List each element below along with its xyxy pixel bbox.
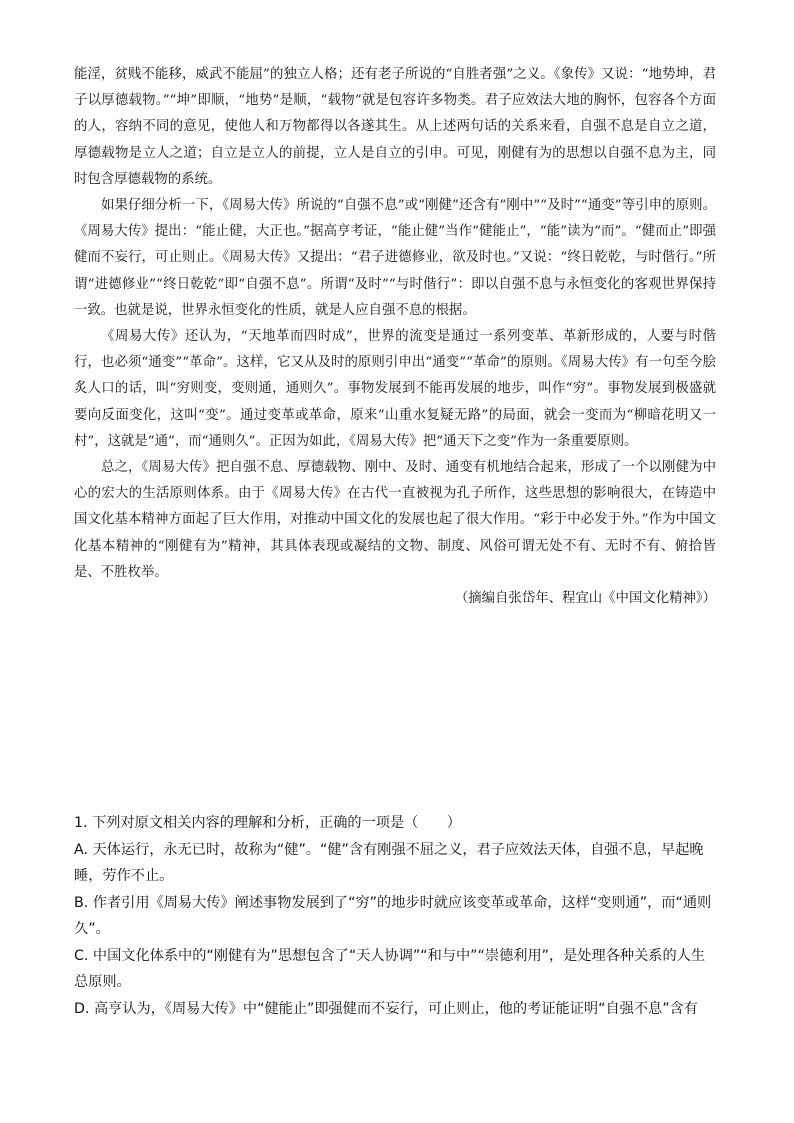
option-d[interactable]: D. 高亨认为，《周易大传》中“健能止”即强健而不妄行，可止则止，他的考证能证明“自强不息”含有 [74,1000,698,1017]
article-paragraph-4: 总之，《周易大传》把自强不息、厚德载物、刚中、及时、通变有机地结合起来，形成了一个以刚健为中心的宏大的生活原则体系。由于《周易大传》在古代一直被视为孔子所作，这些思想的影响很大，在铸造中国文化基本精神方面起了巨大作用，对推动中国文化的发展也起了很大作用。“彩于中必发于外。”作为中国文化基本精神的“刚健有为”精神，其具体表现或凝结的文物、制度、风俗可谓无处不有、无时不有、俯拾皆是、不胜枚举。 [74,460,716,580]
article-body [74,62,716,612]
option-c[interactable]: C. 中国文化体系中的“刚健有为”思想包含了“天人协调”“和与中”“崇德利用”，是处理各种关系的人生总原则。 [74,947,706,990]
option-a[interactable]: A. 天体运行，永无已时，故称为“健”。“健”含有刚强不屈之义，君子应效法天体，自强不息，早起晚睡，劳作不止。 [74,841,704,884]
question-title: 1. 下列对原文相关内容的理解和分析，正确的一项是（ ） [74,815,461,831]
article-paragraph-3: 《周易大传》还认为，“天地革而四时成”，世界的流变是通过一系列变革、革新形成的，人要与时偕行，也必须“通变”“革命”。这样，它又从及时的原则引申出“通变”“革命”的原则。《周易大传》有一句至今脍炙人口的话，叫“穷则变，变则通，通则久”。事物发展到不能再发展的地步，叫作“穷”。事物发展到极盛就要向反面变化，这叫“变”。通过变革或革命，原来“山重水复疑无路”的局面，就会一变而为“柳暗花明又一村”，这就是“通”，而“通则久”。正因为如此，《周易大传》把“通天下之变”作为一条重要原则。 [74,329,716,449]
question-block [74,810,716,1022]
option-b[interactable]: B. 作者引用《周易大传》阐述事物发展到了“穷”的地步时就应该变革或革命，这样“变则通”，而“通则久”。 [74,894,712,937]
article-paragraph-2: 如果仔细分析一下，《周易大传》所说的“自强不息”或“刚健”还含有“刚中”“及时”“通变”等引申的原则。《周易大传》提出：“能止健，大正也。”据高亨考证，“能止健”当作“健能止”，“能”读为“而”。“健而止”即强健而不妄行，可止则止。《周易大传》又提出：“君子进德修业，欲及时也。”又说：“终日乾乾，与时偕行。”所谓“进德修业”“终日乾乾”即“自强不息”。所谓“及时”“与时偕行”：即以自强不息与永恒变化的客观世界保持一致。也就是说，世界永恒变化的性质，就是人应自强不息的根据。 [74,198,716,318]
article-source: （摘编自张岱年、程宜山《中国文化精神》） [454,591,716,607]
article-paragraph-1: 能淫，贫贱不能移，威武不能屈”的独立人格；还有老子所说的“自胜者强”之义。《象传》又说：“地势坤，君子以厚德载物。”“坤”即顺，“地势”是顺，“载物”就是包容许多物类。君子应效法大地的胸怀，包容各个方面的人，容纳不同的意见，使他人和万物都得以各遂其生。从上述两句话的关系来看，自强不息是自立之道，厚德载物是立人之道；自立是立人的前提，立人是自立的引申。可见，刚健有为的思想以自强不息为主，同时包含厚德载物的系统。 [74,67,716,187]
